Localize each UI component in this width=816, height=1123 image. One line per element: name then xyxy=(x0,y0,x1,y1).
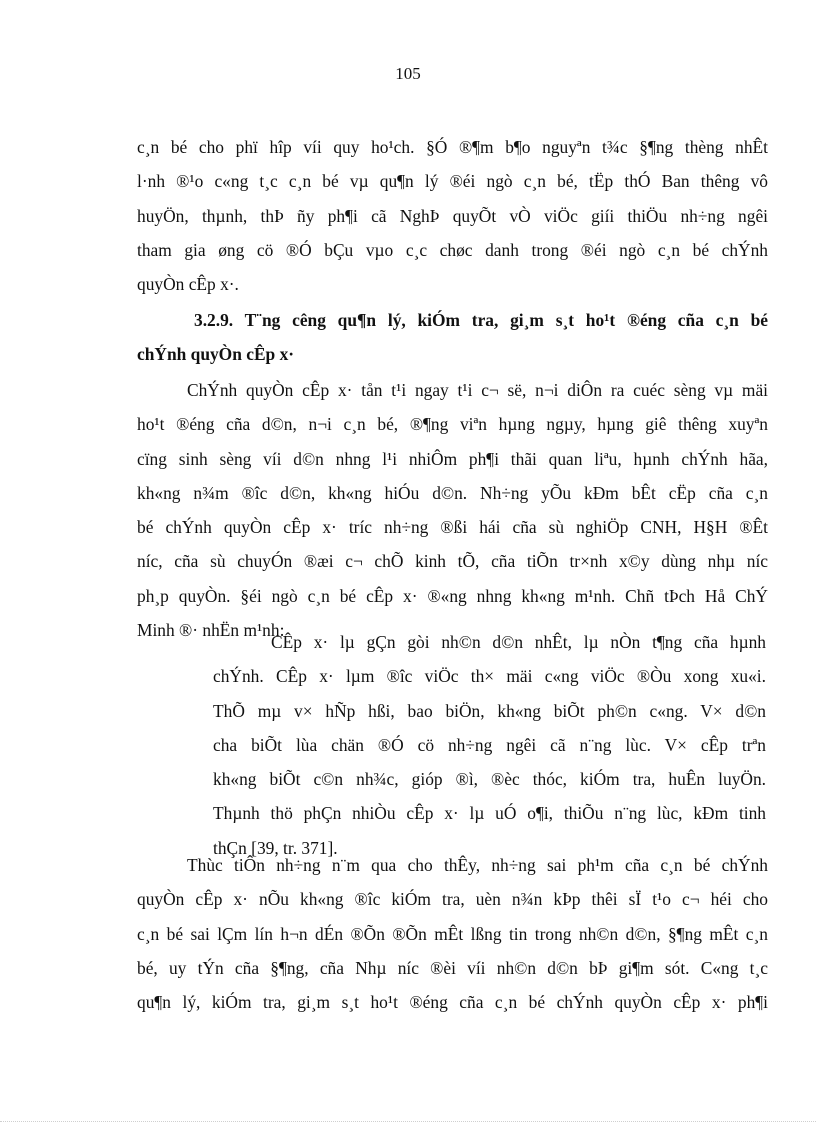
heading-line: 3.2.9. T¨ng cêng qu¶n lý, kiÓm tra, gi¸m s¸t ho¹t ®éng cña c¸n bé xyxy=(194,310,768,330)
quote-line: ThÕ mµ v× hÑp hßi, bao biÖn, kh«ng biÕt ph©n c«ng. V× d©n xyxy=(213,700,766,721)
quote-line: thÇn [39, tr. 371]. xyxy=(213,837,338,858)
quote-line: cha biÕt lùa chän ®Ó cö nh÷ng ngêi cã n¨ng lùc. V× cÊp trªn xyxy=(213,734,766,755)
quote-line: kh«ng biÕt c©n nh¾c, gióp ®ì, ®èc thóc, kiÓm tra, huÊn luyÖn. xyxy=(213,769,766,790)
paragraph-1 xyxy=(137,130,768,301)
paragraph-line: kh«ng n¾m ®îc d©n, kh«ng hiÓu d©n. Nh÷ng yÕu kÐm bÊt cËp cña c¸n xyxy=(137,482,768,503)
paragraph-line: cïng sinh sèng víi d©n nhng l¹i nhiÔm ph¶i thãi quan liªu, hµnh chÝnh hãa, xyxy=(137,448,768,469)
paragraph-line: ho¹t ®éng cña d©n, n¬i c¸n bé, ®¶ng viªn hµng ngµy, hµng giê thêng xuyªn xyxy=(137,414,768,435)
paragraph-line: ChÝnh quyÒn cÊp x· tån t¹i ngay t¹i c¬ së, n¬i diÔn ra cuéc sèng vµ mäi xyxy=(187,380,768,400)
paragraph-line: níc, cña sù chuyÓn ®æi c¬ chÕ kinh tÕ, cña tiÕn tr×nh x©y dùng nhµ níc xyxy=(137,551,768,572)
paragraph-line: c¸n bé sai lÇm lín h¬n dÉn ®Õn ®Õn mÊt lßng tin trong nh©n d©n, §¶ng mÊt c¸n xyxy=(137,923,768,944)
quote-line: CÊp x· lµ gÇn gòi nh©n d©n nhÊt, lµ nÒn t¶ng cña hµnh xyxy=(271,632,766,652)
page-bottom-divider xyxy=(0,1121,816,1122)
paragraph-line: Minh ®· nhËn m¹nh: xyxy=(137,620,285,641)
block-quote xyxy=(213,625,766,865)
quote-line: chÝnh. CÊp x· lµm ®îc viÖc th× mäi c«ng viÖc ®Òu xong xu«i. xyxy=(213,666,766,687)
paragraph-line: tham gia øng cö ®Ó bÇu vµo c¸c chøc danh trong ®éi ngò c¸n bé chÝnh xyxy=(137,239,768,260)
paragraph-line: l·nh ®¹o c«ng t¸c c¸n bé vµ qu¶n lý ®éi ngò c¸n bé, tËp thÓ Ban thêng vô xyxy=(137,171,768,192)
paragraph-line: bé chÝnh quyÒn cÊp x· tríc nh÷ng ®ßi hái cña sù nghiÖp CNH, H§H ®Êt xyxy=(137,517,768,538)
paragraph-line: quyÒn cÊp x·. xyxy=(137,274,239,295)
paragraph-line: c¸n bé cho phï hîp víi quy ho¹ch. §Ó ®¶m b¶o nguyªn t¾c §¶ng thèng nhÊt xyxy=(137,137,768,157)
paragraph-2 xyxy=(137,373,768,647)
paragraph-line: ph¸p quyÒn. §éi ngò c¸n bé cÊp x· ®«ng nhng kh«ng m¹nh. Chñ tÞch Hå ChÝ xyxy=(137,585,768,606)
section-heading xyxy=(137,303,768,372)
paragraph-line: Thùc tiÔn nh÷ng n¨m qua cho thÊy, nh÷ng sai ph¹m cña c¸n bé chÝnh xyxy=(187,855,768,875)
page-number: 105 xyxy=(395,64,421,83)
paragraph-3 xyxy=(137,848,768,1019)
paragraph-line: qu¶n lý, kiÓm tra, gi¸m s¸t ho¹t ®éng cña c¸n bé chÝnh quyÒn cÊp x· ph¶i xyxy=(137,992,768,1013)
paragraph-line: huyÖn, thµnh, thÞ ñy ph¶i cã NghÞ quyÕt vÒ viÖc giíi thiÖu nh÷ng ngêi xyxy=(137,205,768,226)
paragraph-line: bé, uy tÝn cña §¶ng, cña Nhµ níc ®èi víi nh©n d©n bÞ gi¶m sót. C«ng t¸c xyxy=(137,957,768,978)
paragraph-line: quyÒn cÊp x· nÕu kh«ng ®îc kiÓm tra, uèn n¾n kÞp thêi sÏ t¹o c¬ héi cho xyxy=(137,889,768,910)
quote-line: Thµnh thö phÇn nhiÒu cÊp x· lµ uÓ o¶i, thiÕu n¨ng lùc, kÐm tinh xyxy=(213,803,766,824)
heading-line: chÝnh quyÒn cÊp x· xyxy=(137,344,295,365)
